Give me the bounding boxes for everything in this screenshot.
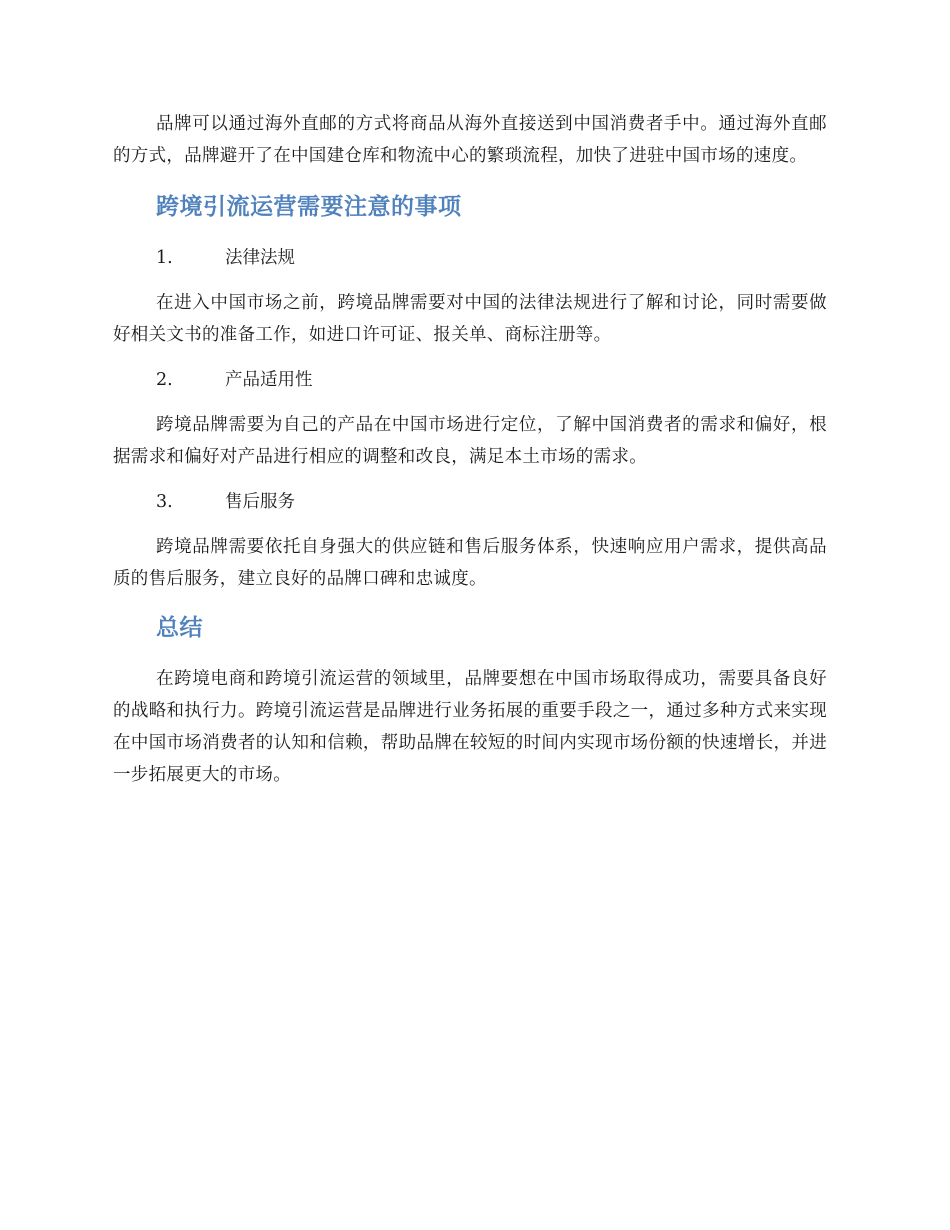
intro-paragraph: 品牌可以通过海外直邮的方式将商品从海外直接送到中国消费者手中。通过海外直邮的方式，品牌避开了在中国建仓库和物流中心的繁琐流程，加快了进驻中国市场的速度。 [113, 114, 827, 166]
list-number: 1. [156, 248, 173, 268]
paragraph-after-sales: 跨境品牌需要依托自身强大的供应链和售后服务体系，快速响应用户需求，提供高品质的售后服务，建立良好的品牌口碑和忠诚度。 [113, 537, 827, 589]
summary-paragraph: 在跨境电商和跨境引流运营的领域里，品牌要想在中国市场取得成功，需要具备良好的战略和执行力。跨境引流运营是品牌进行业务拓展的重要手段之一，通过多种方式来实现在中国市场消费者的认知和信赖，帮助品牌在较短的时间内实现市场份额的快速增长，并进一步拓展更大的市场。 [113, 669, 827, 785]
list-item-legal [113, 242, 827, 274]
list-label: 法律法规 [225, 248, 295, 268]
list-item-product-fit [113, 364, 827, 396]
section-heading-summary: 总结 [156, 615, 203, 641]
list-label: 售后服务 [225, 492, 295, 512]
paragraph-product-fit: 跨境品牌需要为自己的产品在中国市场进行定位，了解中国消费者的需求和偏好，根据需求和偏好对产品进行相应的调整和改良，满足本土市场的需求。 [113, 415, 827, 467]
list-label: 产品适用性 [225, 370, 313, 390]
list-number: 2. [156, 370, 173, 390]
list-number: 3. [156, 492, 173, 512]
document-page [113, 108, 827, 791]
section-heading-considerations: 跨境引流运营需要注意的事项 [156, 194, 462, 220]
paragraph-legal: 在进入中国市场之前，跨境品牌需要对中国的法律法规进行了解和讨论，同时需要做好相关文书的准备工作，如进口许可证、报关单、商标注册等。 [113, 293, 827, 345]
list-item-after-sales [113, 486, 827, 518]
